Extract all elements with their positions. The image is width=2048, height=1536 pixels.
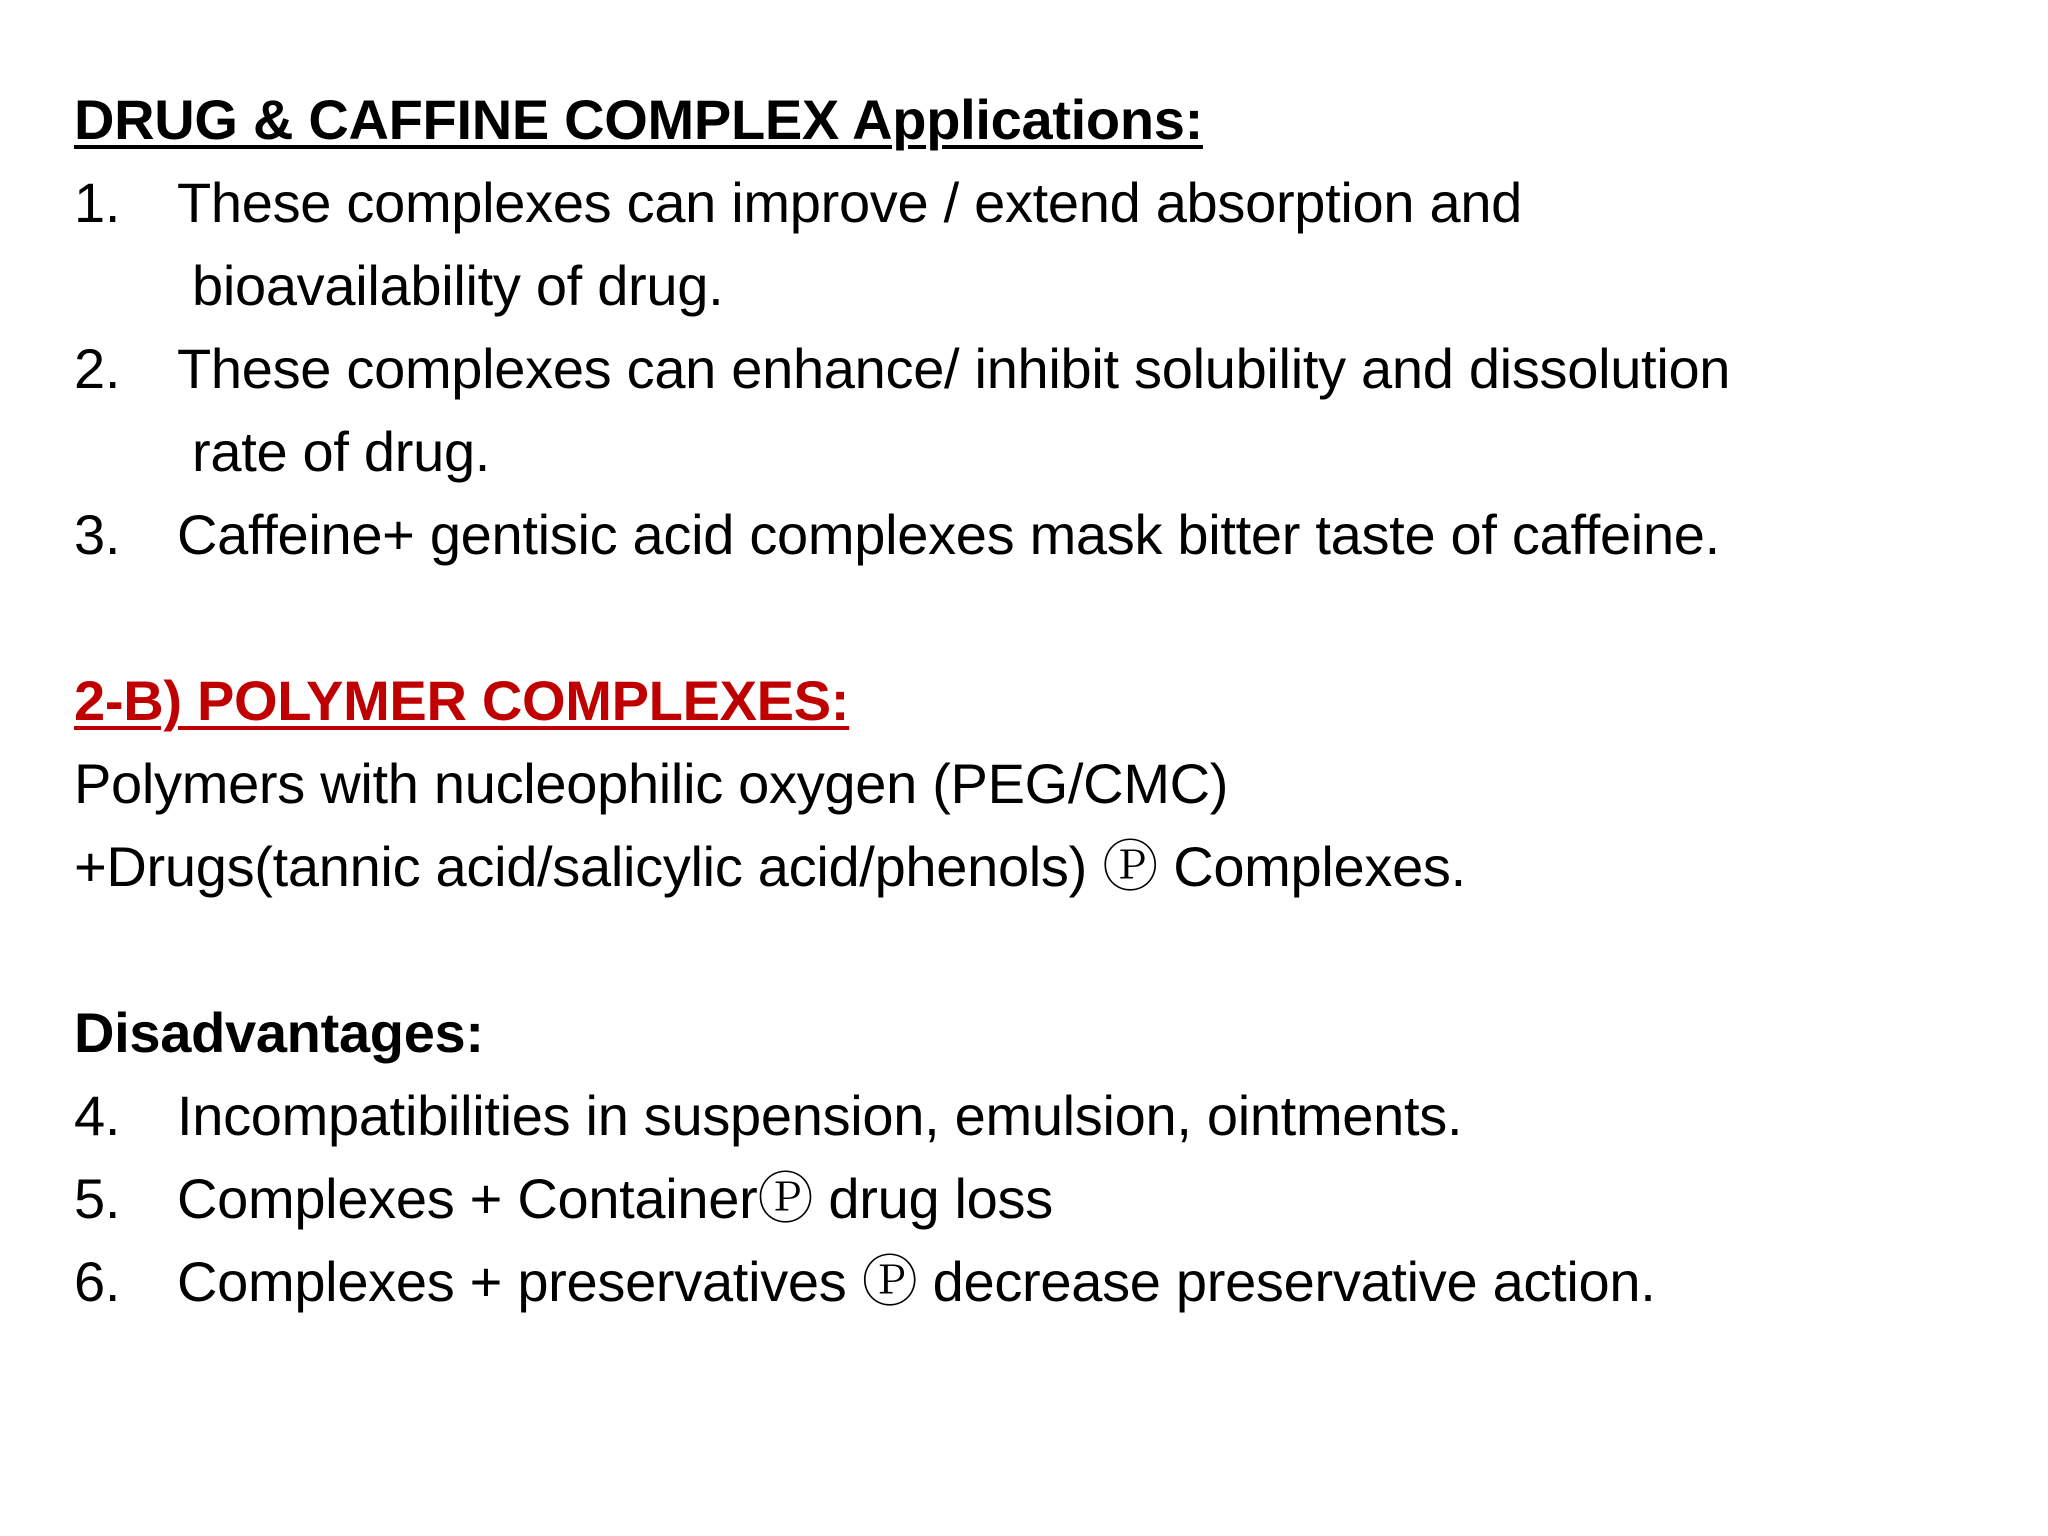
list-item-3 — [74, 493, 1994, 576]
list-text-continuation: bioavailability of drug. — [192, 254, 724, 317]
spacer — [74, 908, 1994, 991]
list-item-1 — [74, 161, 1994, 244]
list-item-2 — [74, 327, 1994, 410]
list-text: Incompatibilities in suspension, emulsion, ointments. — [177, 1084, 1463, 1147]
list-number: 4. — [74, 1084, 121, 1147]
list-item-6 — [74, 1240, 1994, 1323]
slide-content — [74, 78, 1994, 1323]
list-number: 1. — [74, 171, 121, 234]
list-text: Complexes + ContainerⓅ drug loss — [177, 1167, 1053, 1230]
section-heading-disadvantages: Disadvantages: — [74, 1001, 484, 1064]
list-text: Complexes + preservatives Ⓟ decrease preservative action. — [177, 1250, 1656, 1313]
spacer — [74, 576, 1994, 659]
list-item-5 — [74, 1157, 1994, 1240]
list-number: 3. — [74, 503, 121, 566]
body-line: Polymers with nucleophilic oxygen (PEG/CMC) — [74, 752, 1229, 815]
list-text: These complexes can enhance/ inhibit solubility and dissolution — [177, 337, 1731, 400]
list-text: These complexes can improve / extend absorption and — [177, 171, 1523, 234]
body-line: +Drugs(tannic acid/salicylic acid/phenols) Ⓟ Complexes. — [74, 835, 1466, 898]
list-number: 2. — [74, 337, 121, 400]
list-number: 5. — [74, 1167, 121, 1230]
list-item-4 — [74, 1074, 1994, 1157]
list-text-continuation: rate of drug. — [192, 420, 491, 483]
section-heading-polymer-complexes: 2-B) POLYMER COMPLEXES: — [74, 669, 850, 732]
list-number: 6. — [74, 1250, 121, 1313]
list-text: Caffeine+ gentisic acid complexes mask bitter taste of caffeine. — [177, 503, 1720, 566]
section-heading-applications: DRUG & CAFFINE COMPLEX Applications: — [74, 88, 1203, 151]
